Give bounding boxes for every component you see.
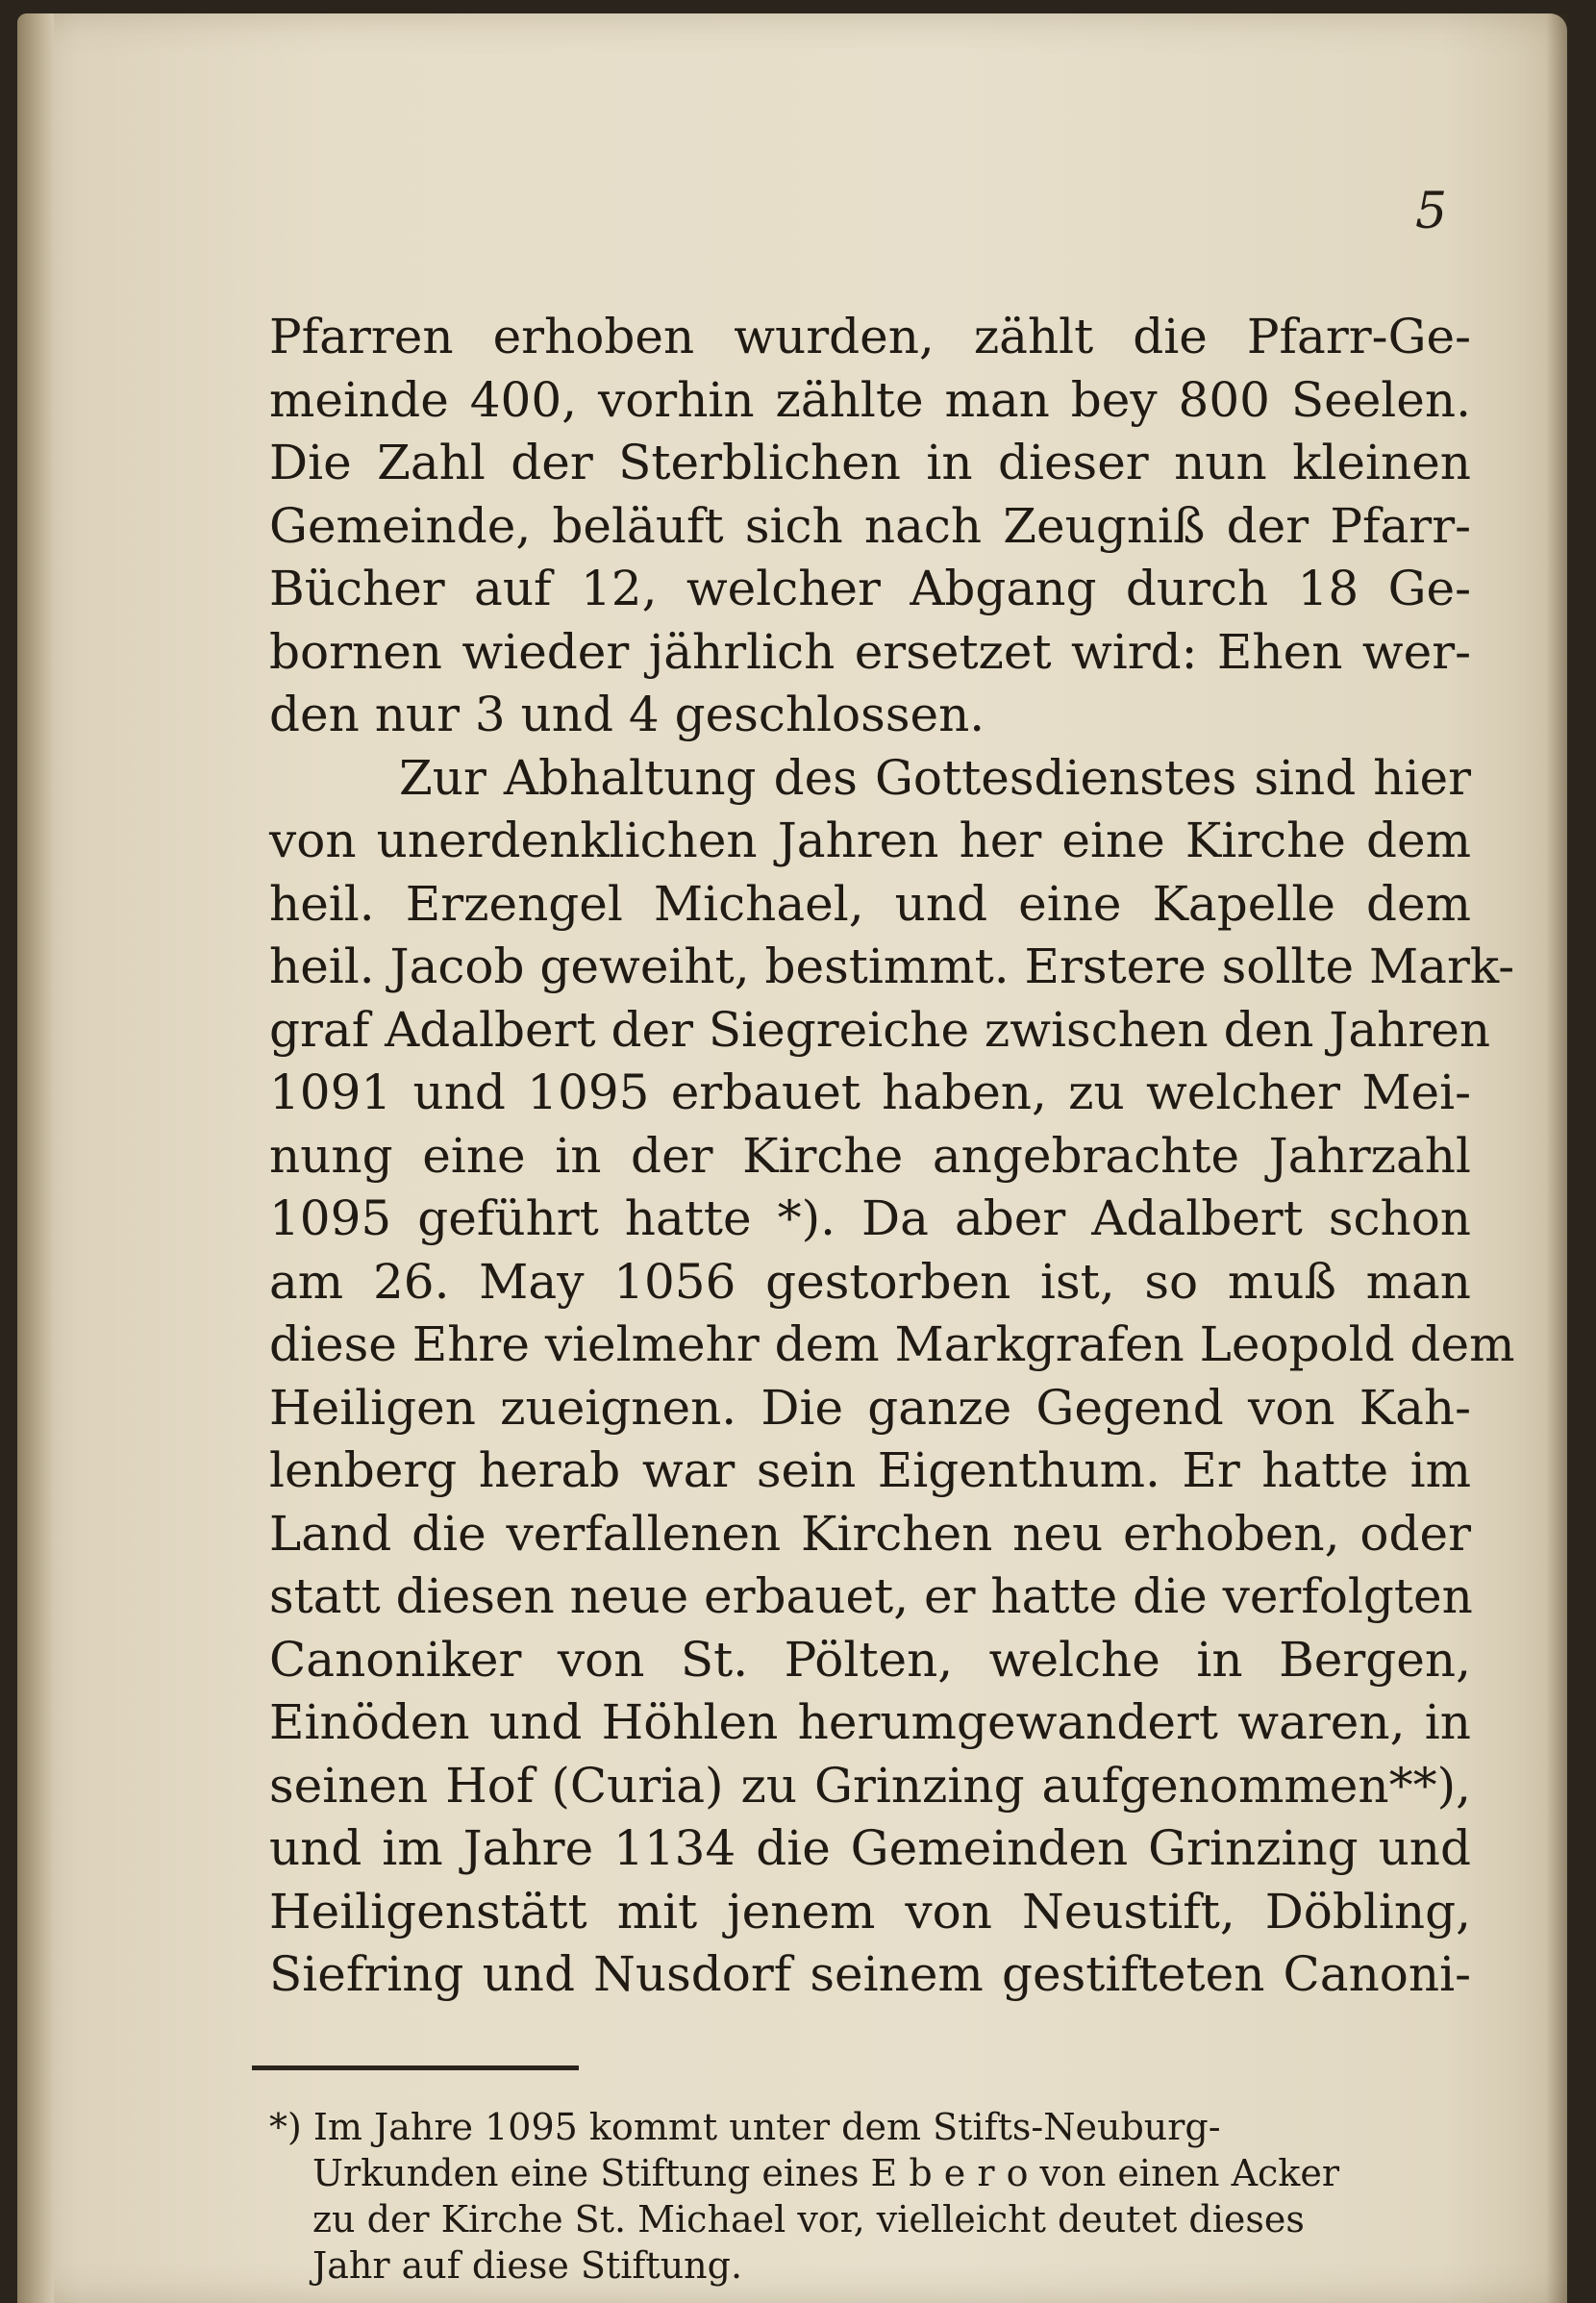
text-line: diese Ehre vielmehr dem Markgrafen Leopold dem — [269, 1316, 1515, 1372]
text-line: statt diesen neue erbauet, er hatte die verfolgten — [269, 1568, 1473, 1624]
text-line: seinen Hof (Curia) zu Grinzing aufgenommen**), — [269, 1757, 1471, 1814]
text-line: Land die verfallenen Kirchen neu erhoben, oder — [269, 1505, 1471, 1562]
text-line: graf Adalbert der Siegreiche zwischen den Jahren — [269, 1001, 1491, 1058]
text-line: Einöden und Höhlen herumgewandert waren, in — [269, 1694, 1471, 1750]
text-line: heil. Jacob geweiht, bestimmt. Erstere sollte Mark- — [269, 939, 1515, 994]
footnote-line: zu der Kirche St. Michael vor, vielleicht deutet dieses — [312, 2198, 1305, 2240]
text-line: von unerdenklichen Jahren her eine Kirche dem — [269, 813, 1471, 868]
text-line: Gemeinde, beläuft sich nach Zeugniß der Pfarr- — [269, 497, 1471, 554]
text-line: nung eine in der Kirche angebrachte Jahrzahl — [269, 1127, 1471, 1184]
text-line: am 26. May 1056 gestorben ist, so muß man — [269, 1253, 1471, 1310]
text-line: Heiligenstätt mit jenem von Neustift, Döbling, — [269, 1883, 1471, 1940]
text-line: meinde 400, vorhin zählte man bey 800 Seelen. — [269, 371, 1471, 428]
footnote-line: Jahr auf diese Stiftung. — [312, 2244, 743, 2287]
text-line: heil. Erzengel Michael, und eine Kapelle dem — [269, 875, 1471, 932]
text-line: 1095 geführt hatte *). Da aber Adalbert schon — [269, 1190, 1471, 1246]
text-line: Heiligen zueignen. Die ganze Gegend von Kah- — [269, 1379, 1471, 1436]
text-line: Die Zahl der Sterblichen in dieser nun kleinen — [269, 435, 1471, 490]
page-edge-shadow — [1546, 13, 1567, 2303]
footnote-line: *) Im Jahre 1095 kommt unter dem Stifts-Neuburg- — [269, 2106, 1221, 2148]
footnote-line: Urkunden eine Stiftung eines E b e r o von einen Acker — [312, 2152, 1339, 2194]
text-line: bornen wieder jährlich ersetzet wird: Ehen wer- — [269, 623, 1471, 680]
text-line: Zur Abhaltung des Gottesdienstes sind hier — [399, 749, 1471, 806]
body-text — [269, 306, 1515, 2007]
footnote — [269, 2104, 1466, 2289]
footnote-divider — [252, 2065, 579, 2070]
text-line: Siefring und Nusdorf seinem gestifteten Canoni- — [269, 1946, 1471, 2002]
text-line: und im Jahre 1134 die Gemeinden Grinzing und — [269, 1820, 1471, 1876]
text-line: Canoniker von St. Pölten, welche in Bergen, — [269, 1631, 1471, 1688]
page-number: 5 — [1415, 183, 1448, 240]
text-line: lenberg herab war sein Eigenthum. Er hatte im — [269, 1442, 1471, 1498]
text-line: 1091 und 1095 erbauet haben, zu welcher Mei- — [269, 1064, 1471, 1120]
text-line: den nur 3 und 4 geschlossen. — [269, 687, 985, 742]
book-spine — [17, 13, 54, 2303]
text-line: Bücher auf 12, welcher Abgang durch 18 Ge- — [269, 561, 1471, 616]
text-line: Pfarren erhoben wurden, zählt die Pfarr-Ge- — [269, 309, 1471, 364]
